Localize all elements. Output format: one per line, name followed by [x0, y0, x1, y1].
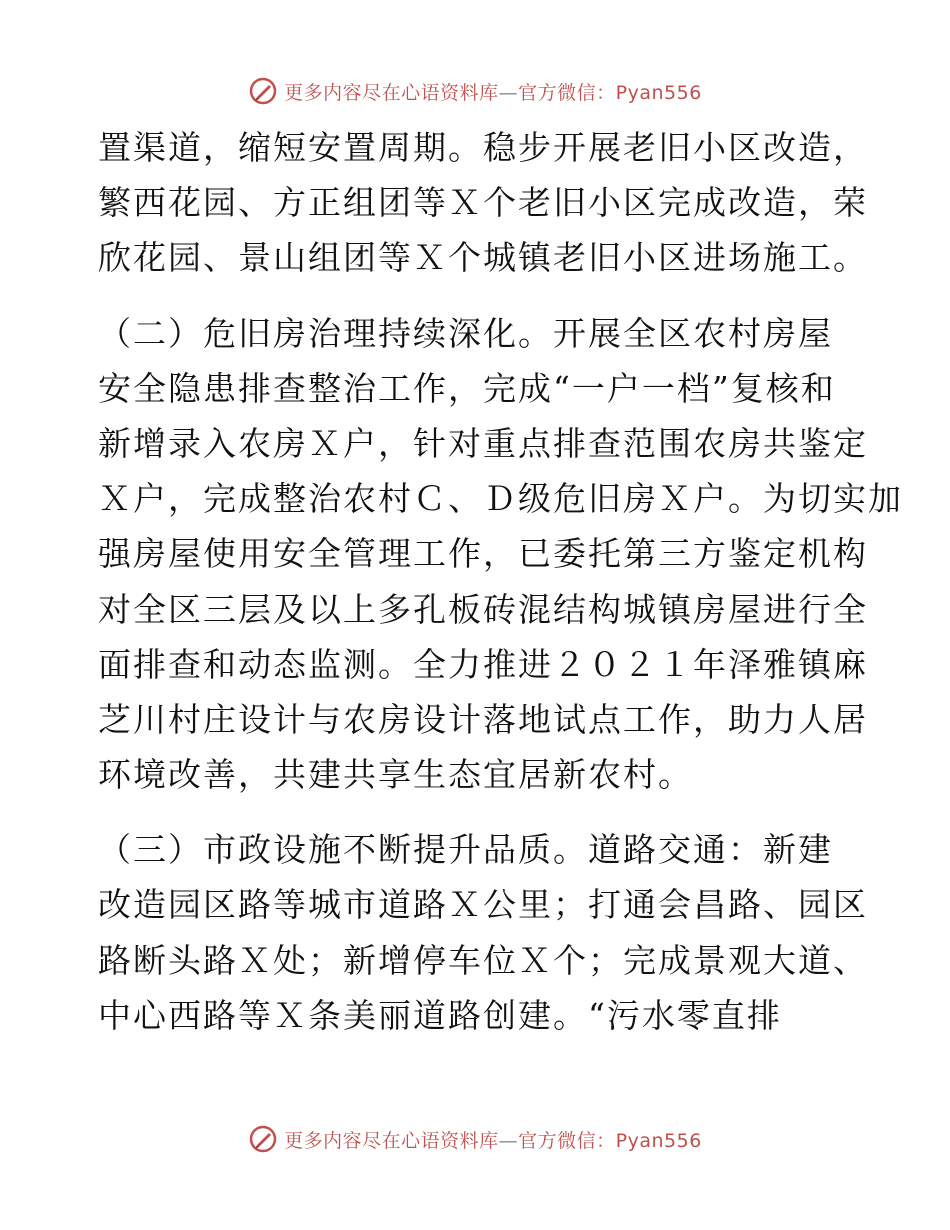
watermark-footer — [0, 1124, 950, 1154]
text-line: 置渠道，缩短安置周期。稳步开展老旧小区改造， — [98, 128, 868, 167]
text-line: 强房屋使用安全管理工作，已委托第三方鉴定机构 — [98, 534, 868, 574]
text-line: 对全区三层及以上多孔板砖混结构城镇房屋进行全 — [98, 589, 868, 629]
watermark-header — [0, 76, 950, 106]
text-line: 中心西路等Ｘ条美丽道路创建。“污水零直排 — [98, 995, 782, 1035]
text-line: 新增录入农房Ｘ户，针对重点排查范围农房共鉴定 — [98, 423, 868, 463]
text-line: 欣花园、景山组团等Ｘ个城镇老旧小区进场施工。 — [98, 238, 868, 278]
text-line: 环境改善，共建共享生态宜居新农村。 — [98, 755, 693, 795]
pen-logo-icon — [248, 76, 278, 106]
text-line: 路断头路Ｘ处；新增停车位Ｘ个；完成景观大道、 — [98, 940, 868, 980]
watermark-text: 更多内容尽在心语资料库—官方微信：Pyan556 — [284, 1129, 702, 1152]
text-line: 面排查和动态监测。全力推进２０２１年泽雅镇麻 — [98, 644, 868, 684]
paragraph — [98, 306, 903, 803]
text-line: 改造园区路等城市道路Ｘ公里；打通会昌路、园区 — [98, 885, 868, 925]
paragraph — [98, 120, 868, 286]
document-body — [98, 120, 903, 1043]
watermark-text: 更多内容尽在心语资料库—官方微信：Pyan556 — [284, 81, 702, 104]
text-line: 繁西花园、方正组团等Ｘ个老旧小区完成改造，荣 — [98, 183, 868, 223]
text-line: 安全隐患排查整治工作，完成“一户一档”复核和 — [98, 368, 836, 408]
pen-logo-icon — [248, 1124, 278, 1154]
text-line: Ｘ户，完成整治农村Ｃ、Ｄ级危旧房Ｘ户。为切实加 — [98, 479, 903, 519]
text-line: 芝川村庄设计与农房设计落地试点工作，助力人居 — [98, 699, 868, 739]
text-line: （三）市政设施不断提升品质。道路交通：新建 — [98, 830, 833, 870]
text-line: （二）危旧房治理持续深化。开展全区农村房屋 — [98, 313, 833, 353]
paragraph — [98, 822, 868, 1043]
